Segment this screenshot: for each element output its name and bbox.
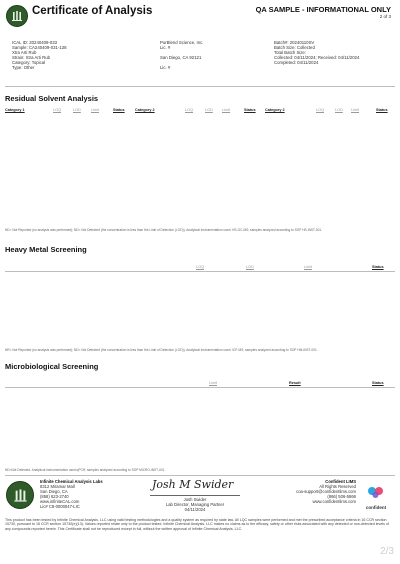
lab-logo-footer: [6, 481, 34, 509]
signer-block: [150, 497, 240, 512]
sample-info: [12, 40, 66, 71]
col-status: Status: [372, 381, 384, 385]
col-limit: Limit: [91, 108, 100, 112]
info-line: Total Batch Size:: [274, 50, 307, 56]
info-line: Category: Topical: [12, 60, 46, 66]
col-result: Result: [289, 381, 301, 385]
residual-footnote: ND= Not Reported (no analysis was performed); ND= Not Detected (the concentration is less than the Limit of Detection (LOD)). Analytical instrumentation used: HS-GC-MS; samples analyzed according to SOP HS-INST-001.: [5, 228, 323, 232]
col-limit: Limit: [351, 108, 360, 112]
heavy-metal-title: Heavy Metal Screening: [5, 245, 87, 254]
info-line: Collected: 04/11/2024; Received: 04/11/2024: [274, 55, 360, 61]
info-line: Lic. #: [160, 65, 171, 71]
heavy-metal-underline: [5, 271, 395, 272]
lab-name: Infinite Chemical Analysis Labs: [40, 479, 103, 484]
info-line: San Diego, CA 92121: [160, 55, 202, 61]
confident-logo-icon: [361, 484, 391, 500]
lab-line: www.infiniteCAL.com: [40, 499, 80, 504]
qa-sample-label: QA SAMPLE - INFORMATIONAL ONLY: [255, 5, 391, 14]
info-line: ICAL ID: 20240409-033: [12, 40, 57, 45]
col-category: Category 2: [265, 108, 285, 112]
lims-line: www.confidentlims.com: [312, 499, 356, 504]
info-line: Lic. #: [160, 45, 171, 51]
col-limit: Limit: [304, 265, 313, 269]
page-number: 2/3: [380, 546, 394, 557]
col-loq: LOQ: [316, 108, 325, 112]
signer-title: Lab Director, Managing Partner: [165, 502, 225, 507]
info-line: Xtra Arti Rub: [12, 50, 37, 56]
info-line: Strain: Xtra Arti Rub: [12, 55, 50, 61]
col-status: Status: [113, 108, 125, 112]
micro-title: Microbiological Screening: [5, 362, 99, 371]
micro-footnote: ND=Not Detected. Analytical instrumentation used:qPCR; samples analyzed according to SOP MICRO-INST-001.: [5, 468, 166, 472]
lab-line: 8312 Miramar Mall: [40, 484, 75, 489]
confident-logo: [361, 484, 391, 508]
batch-info: [274, 40, 359, 65]
lims-line: coa-support@confidentlims.com: [296, 489, 356, 494]
lims-line: All Rights Reserved: [319, 484, 356, 489]
info-line: Completed: 04/11/2024: [274, 60, 319, 66]
page-title: Certificate of Analysis: [32, 5, 153, 17]
col-lod: LOD: [335, 108, 343, 112]
col-limit: Limit: [222, 108, 231, 112]
col-category: Category 2: [135, 108, 155, 112]
col-loq: LOQ: [53, 108, 62, 112]
signature-line: [150, 495, 240, 496]
lab-address: [40, 479, 103, 509]
col-lod: LOD: [246, 265, 254, 269]
lims-name: Confident LIMS: [325, 479, 356, 484]
col-status: Status: [372, 265, 384, 269]
signer-name: Josh Swider: [183, 497, 207, 502]
lab-line: Lic# C8-0000047-LIC: [40, 504, 80, 509]
lab-line: (858) 623-2740: [40, 494, 69, 499]
micro-underline: [5, 387, 395, 388]
col-lod: LOD: [73, 108, 81, 112]
info-line: Type: Other: [12, 65, 35, 71]
col-loq: LOQ: [185, 108, 194, 112]
lab-line: San Diego, CA: [40, 489, 68, 494]
disclaimer: This product has been tested by Infinite Chemical Analysis, LLC using valid testing methodologies and a quality system as required by state law. All LQC samples were performed and met the prescribed acceptance criteria in 16 CCR section 15730, pursuant to 16 CCR section 15730(e)(13). Values reported relate only to the product tested. Infinite Chemical Analysis, LLC makes no claims as to the efficacy, safety or other risks associated with any detected or non-detected levels of any compounds reported herein. This Certificate shall not be reproduced except in full, without the written approval of Infinite Chemical Analysis, LLC.: [5, 518, 389, 531]
page-count: 2 of 3: [379, 14, 391, 19]
heavy-metal-footnote: NR= Not Reported (no analysis was performed); ND= Not Detected (the concentration is less than the Limit of Detection (LOD)). Analytical instrumentation used: ICP-MS; samples analyzed according to SOP HM-INST-001.: [5, 348, 318, 352]
lims-line: (866) 506-5866: [327, 494, 356, 499]
info-line: PurBlend Science, Inc.: [160, 40, 204, 45]
info-line: Sample: CA240409-031-138: [12, 45, 67, 51]
col-status: Status: [376, 108, 388, 112]
residual-solvent-title: Residual Solvent Analysis: [5, 94, 99, 103]
footer-divider: [5, 475, 395, 476]
lab-seal-icon: [12, 487, 29, 504]
signature: Josh M Swider: [152, 478, 234, 491]
confident-logo-text: confident: [365, 505, 387, 510]
lab-logo: [6, 5, 28, 27]
col-limit: Limit: [209, 381, 218, 385]
info-line: Batch#: 20240110SV: [274, 40, 315, 45]
col-category: Category 1: [5, 108, 25, 112]
info-line: Batch Size: Collected: [274, 45, 315, 51]
col-loq: LOQ: [196, 265, 205, 269]
col-lod: LOD: [205, 108, 213, 112]
lab-seal-icon: [10, 9, 24, 23]
client-info: [160, 40, 203, 71]
lims-info: [280, 479, 356, 504]
signer-date: 04/11/2024: [184, 507, 206, 512]
header-divider: [5, 86, 395, 87]
col-status: Status: [244, 108, 256, 112]
